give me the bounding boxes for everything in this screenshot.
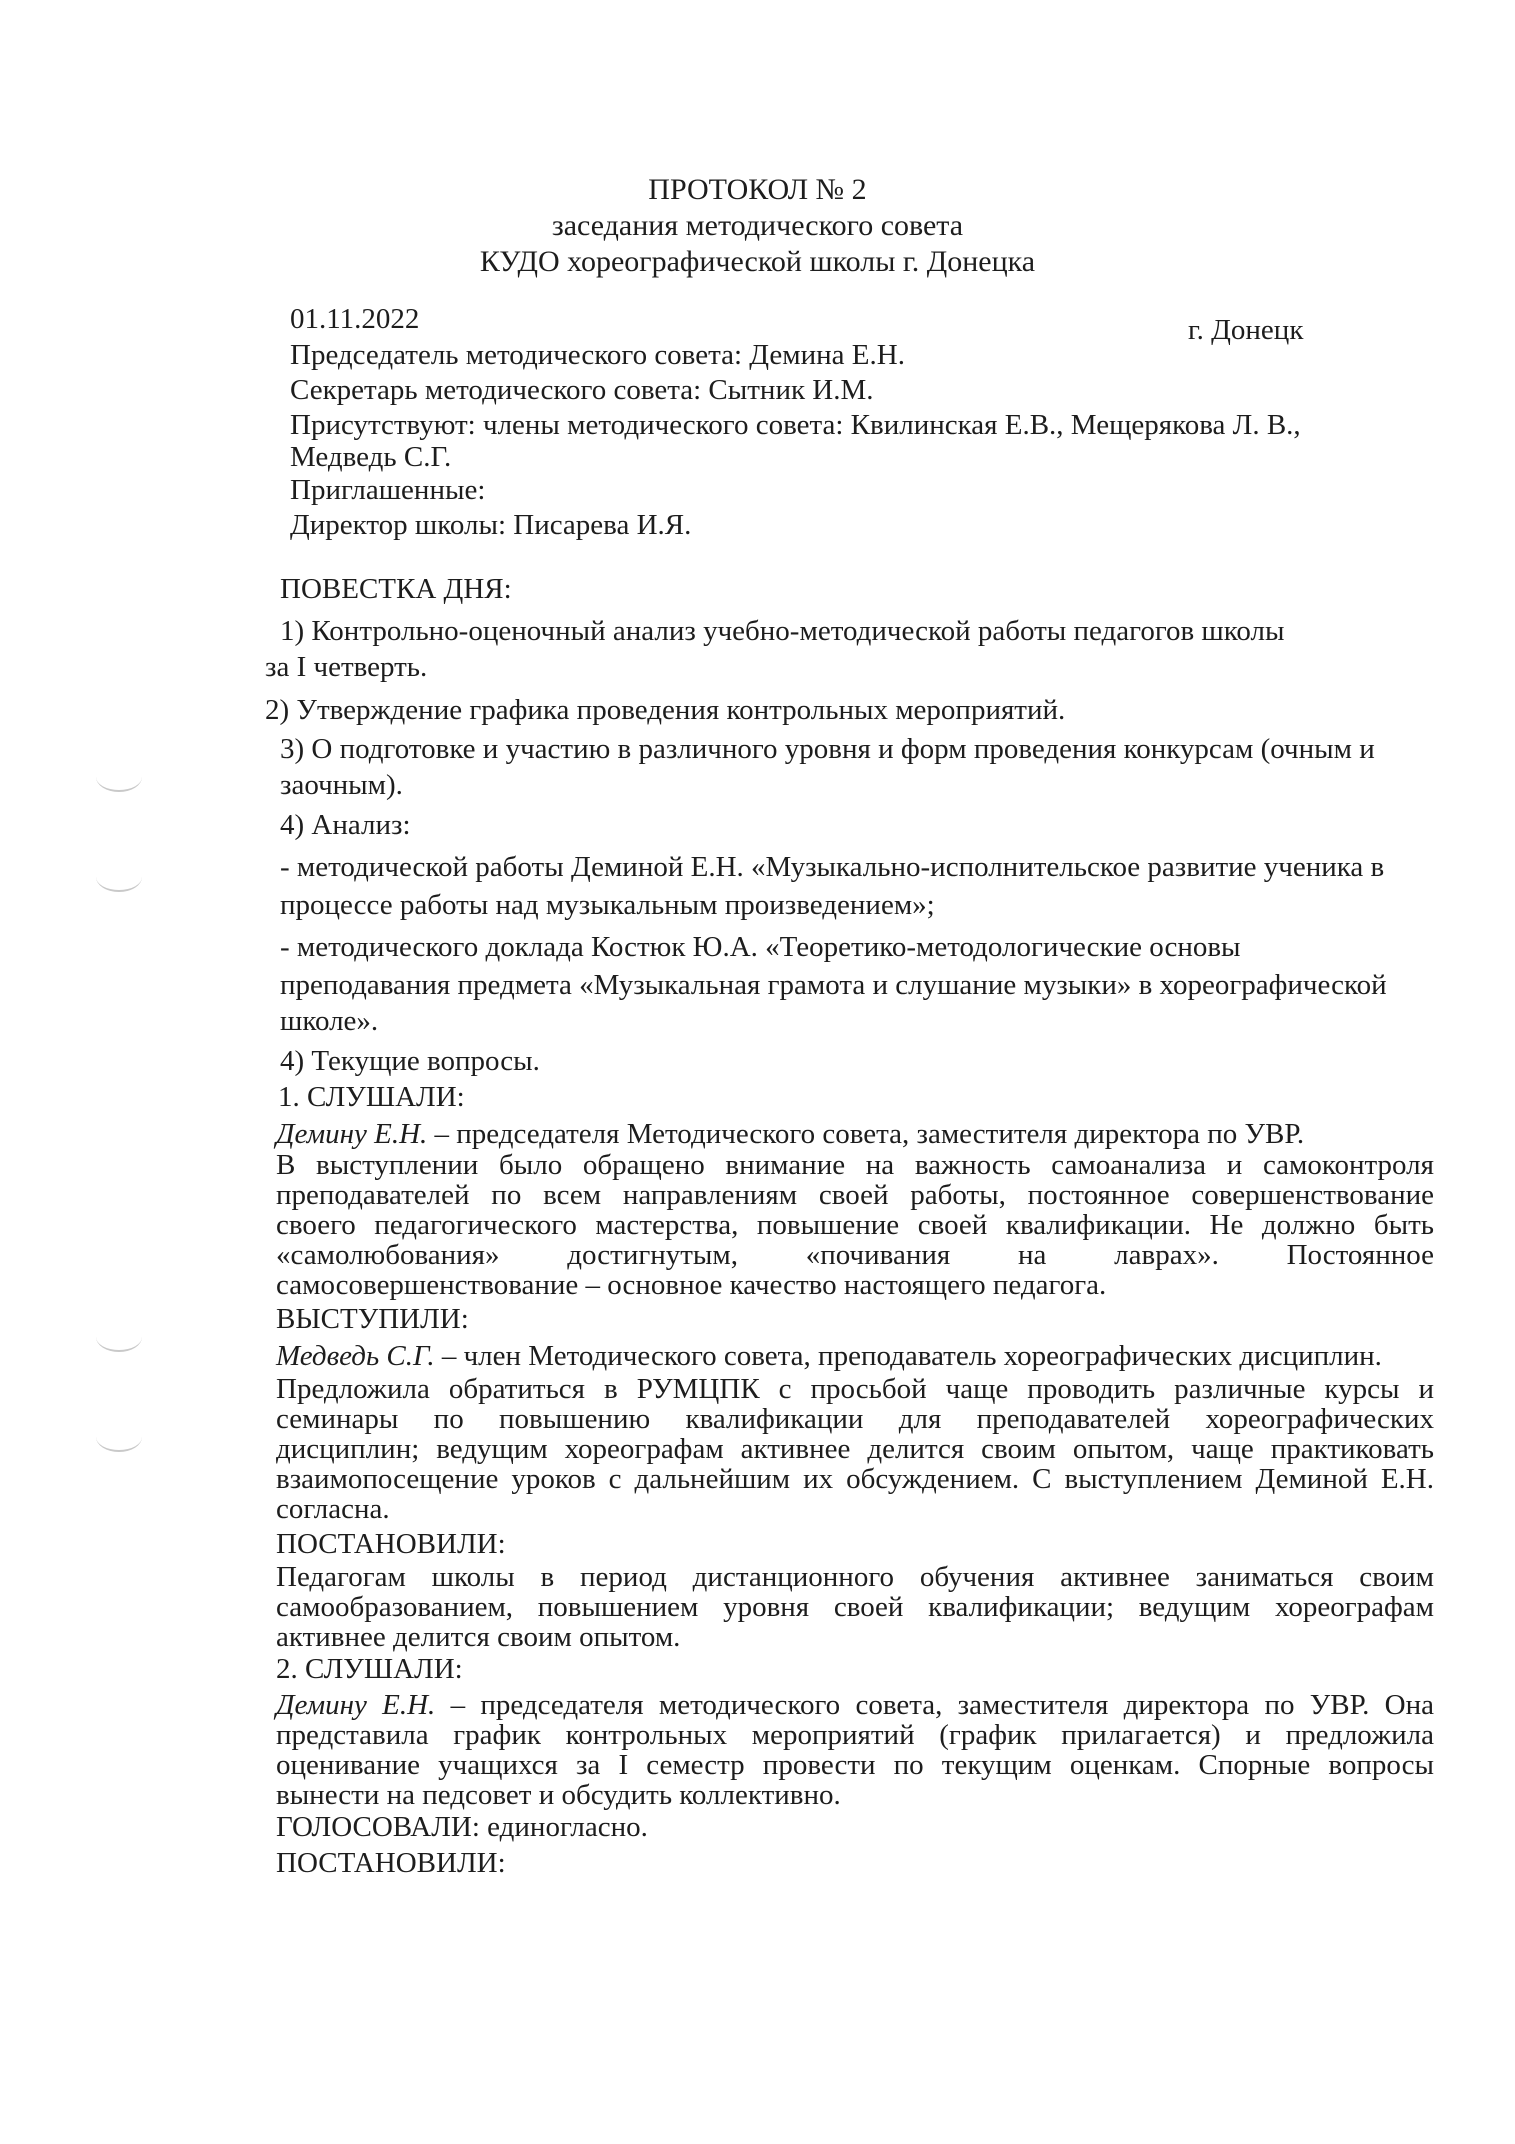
text-line: взаимопосещение уроков с дальнейшим их обсуждением. С выступлением Деминой Е.Н. [276,1463,1434,1495]
text-line: самосовершенствование – основное качество настоящего педагога. [276,1269,1107,1301]
agenda-item-4-sub-1: - методической работы Деминой Е.Н. «Музыкально-исполнительское развитие ученика в [280,851,1385,883]
present-line-continued: Медведь С.Г. [290,441,452,473]
section-1-heard-heading: 1. СЛУШАЛИ: [278,1081,465,1113]
text-line: своего педагогического мастерства, повышение своей квалификации. Не должно быть [276,1209,1434,1241]
section-2-voted-line: ГОЛОСОВАЛИ: единогласно. [276,1811,648,1843]
section-2-heard-heading: 2. СЛУШАЛИ: [276,1653,463,1685]
agenda-item-4-sub-2-end: школе». [280,1005,379,1037]
speaker-2-role: – член Методического совета, преподаватель хореографических дисциплин. [434,1340,1382,1372]
text-line: В выступлении было обращено внимание на важность самоанализа и самоконтроля [276,1149,1434,1181]
text-line: преподавателей по всем направлениям своей работы, постоянное совершенствование [276,1179,1434,1211]
agenda-item-4-sub-2: - методического доклада Костюк Ю.А. «Теоретико-методологические основы [280,931,1241,963]
punch-hole-mark [96,862,142,892]
punch-hole-mark [96,1422,142,1452]
agenda-item-1-continued: за I четверть. [265,651,428,683]
section-1-resolved-heading: ПОСТАНОВИЛИ: [276,1528,506,1560]
punch-hole-mark [96,762,142,792]
agenda-heading: ПОВЕСТКА ДНЯ: [280,573,512,605]
text-line: Педагогам школы в период дистанционного обучения активнее заниматься своим [276,1561,1434,1593]
agenda-item-4-sub-1-continued: процессе работы над музыкальным произведением»; [280,889,935,921]
text-line: самообразованием, повышением уровня своей квалификации; ведущим хореографам [276,1591,1434,1623]
section-2-speaker-line [276,1690,1434,1720]
speaker-2-name: Медведь С.Г. [276,1340,435,1372]
text-line: активнее делится своим опытом. [276,1621,681,1653]
text-line: вынести на педсовет и обсудить коллективно. [276,1779,841,1811]
director-line: Директор школы: Писарева И.Я. [290,509,692,541]
section-1-speaker-2 [276,1339,1382,1373]
protocol-title: ПРОТОКОЛ № 2 [648,173,867,206]
secretary-line: Секретарь методического совета: Сытник И.М. [290,374,874,406]
agenda-item-3: 3) О подготовке и участию в различного уровня и форм проведения конкурсам (очным и [280,733,1375,765]
punch-hole-mark [96,1322,142,1352]
text-line: согласна. [276,1493,390,1525]
agenda-item-1: 1) Контрольно-оценочный анализ учебно-методической работы педагогов школы [280,615,1285,647]
meeting-city: г. Донецк [1188,314,1304,346]
speaker-role: – председателя Методического совета, заместителя директора по УВР. [427,1118,1305,1150]
invited-line: Приглашенные: [290,474,486,506]
section-1-text [276,1150,1434,1300]
speaker-name: Демину Е.Н. [276,1689,436,1721]
chairman-line: Председатель методического совета: Демина Е.Н. [290,339,905,371]
agenda-item-5: 4) Текущие вопросы. [280,1045,540,1077]
section-2-text [276,1690,1434,1810]
agenda-item-4: 4) Анализ: [280,809,411,841]
section-2-resolved-heading: ПОСТАНОВИЛИ: [276,1847,506,1879]
agenda-item-3-continued: заочным). [280,769,403,801]
text-line: Предложила обратиться в РУМЦПК с просьбой чаще проводить различные курсы и [276,1373,1434,1405]
present-line: Присутствуют: члены методического совета: Квилинская Е.В., Мещерякова Л. В., [290,409,1301,441]
agenda-item-4-sub-2-continued: преподавания предмета «Музыкальная грамота и слушание музыки» в хореографической [280,969,1387,1001]
speaker-role: – председателя методического совета, заместителя директора по УВР. Она [435,1689,1434,1721]
text-line: «самолюбования» достигнутым, «почивания на лаврах». Постоянное [276,1239,1434,1271]
section-1-speaker [276,1117,1304,1151]
section-1-spoke-heading: ВЫСТУПИЛИ: [276,1303,469,1335]
text-line: оценивание учащихся за I семестр провести по текущим оценкам. Спорные вопросы [276,1749,1434,1781]
protocol-subtitle: заседания методического совета [551,209,964,242]
speaker-name: Демину Е.Н. [276,1118,428,1150]
text-line: семинары по повышению квалификации для преподавателей хореографических [276,1403,1434,1435]
text-line: дисциплин; ведущим хореографам активнее делится своим опытом, чаще практиковать [276,1433,1434,1465]
meeting-date: 01.11.2022 [290,303,420,335]
text-line: представила график контрольных мероприятий (график прилагается) и предложила [276,1719,1434,1751]
section-1-resolution-text [276,1562,1434,1652]
organization-name: КУДО хореографической школы г. Донецка [479,245,1036,278]
section-1-proposal-text [276,1374,1434,1524]
agenda-item-2: 2) Утверждение графика проведения контрольных мероприятий. [265,694,1066,726]
